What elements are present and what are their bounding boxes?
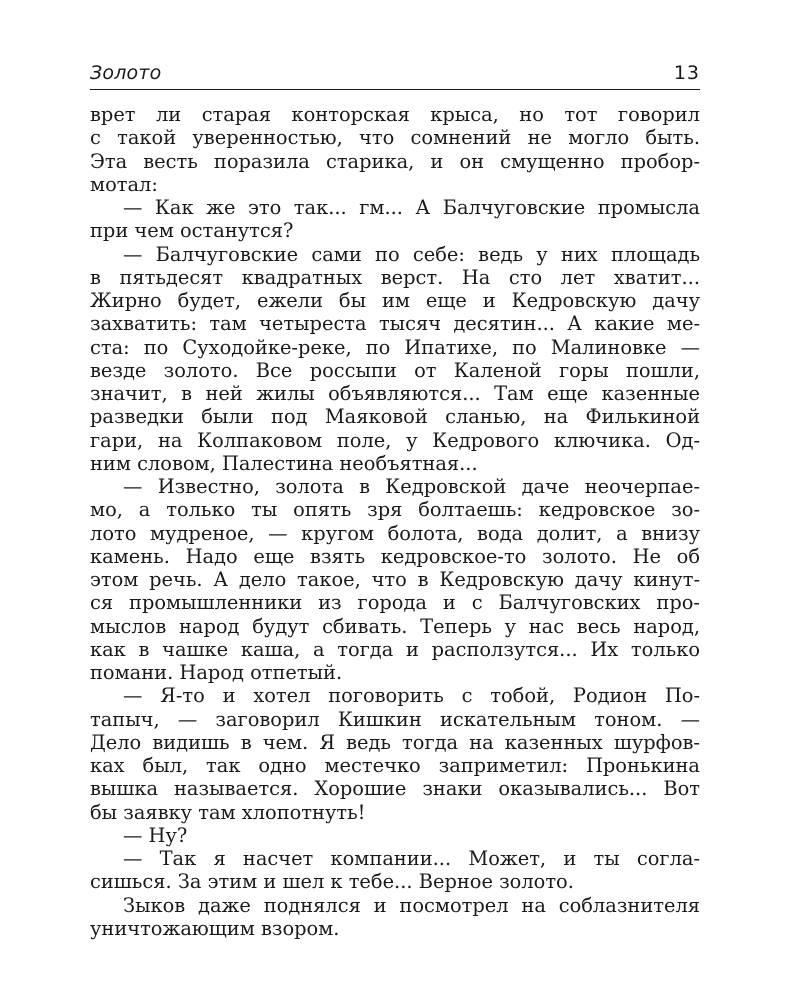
text-line: значит, в ней жилы объявляются... Там еще казенные xyxy=(90,382,700,405)
text-line: камень. Надо еще взять кедровское-то золото. Не об xyxy=(90,544,700,568)
body-text xyxy=(90,103,700,940)
text-line: мотал: xyxy=(90,172,158,196)
text-line: лото мудреное, — кругом болота, вода долит, а внизу xyxy=(90,521,700,545)
text-line: как в чашке каша, а тогда и расползутся... Их только xyxy=(90,637,700,661)
text-line: Эта весть поразила старика, и он смущенно пробор- xyxy=(90,149,700,173)
text-line: разведки были под Маяковой сланью, на Филькиной xyxy=(90,405,700,429)
text-line: ся промышленники из города и с Балчуговских про- xyxy=(90,591,700,615)
text-line: этом речь. А дело такое, что в Кедровскую дачу кинут- xyxy=(90,568,700,591)
text-line: — Ну? xyxy=(123,823,188,847)
text-line: Жирно будет, ежели бы им еще и Кедровскую дачу xyxy=(90,289,700,312)
text-line: — Я-то и хотел поговорить с тобой, Родион По- xyxy=(123,684,700,708)
text-line: ках был, так одно местечко заприметил: Пронькина xyxy=(90,754,700,777)
text-line: — Как же это так... гм... А Балчуговские промысла xyxy=(123,196,700,219)
text-line: ним словом, Палестина необъятная... xyxy=(90,451,478,475)
text-line: гари, на Колпаковом поле, у Кедрового ключика. Од- xyxy=(90,428,700,452)
header-rule xyxy=(90,89,700,90)
text-line: с такой уверенностью, что сомнений не могло быть. xyxy=(90,126,700,150)
text-line: Дело видишь в чем. Я ведь тогда на казенных шурфов- xyxy=(90,730,700,754)
text-line: тапыч, — заговорил Кишкин искательным тоном. — xyxy=(90,707,700,731)
text-line: ста: по Суходойке-реке, по Ипатихе, по Малиновке — xyxy=(90,335,700,359)
text-line: Зыков даже поднялся и посмотрел на соблазнителя xyxy=(123,893,700,917)
running-title: Золото xyxy=(90,62,162,84)
text-line: — Так я насчет компании... Может, и ты согла- xyxy=(123,847,700,870)
text-line: — Балчуговские сами по себе: ведь у них площадь xyxy=(123,242,700,266)
text-line: сишься. За этим и шел к тебе... Верное золото. xyxy=(90,870,574,894)
text-line: бы заявку там хлопотнуть! xyxy=(90,800,366,824)
running-header xyxy=(90,60,700,90)
text-line: везде золото. Все россыпи от Каленой горы пошли, xyxy=(90,358,700,382)
text-line: вышка называется. Хорошие знаки оказывались... Вот xyxy=(90,777,700,801)
text-line: при чем останутся? xyxy=(90,219,294,243)
page-number: 13 xyxy=(673,62,700,84)
text-line: захватить: там четыреста тысяч десятин... А какие ме- xyxy=(90,312,700,336)
text-line: — Известно, золота в Кедровской даче неочерпае- xyxy=(123,475,700,498)
text-line: помани. Народ отпетый. xyxy=(90,661,343,684)
text-line: врет ли старая конторская крыса, но тот говорил xyxy=(90,103,700,126)
text-line: мыслов народ будут сбивать. Теперь у нас весь народ, xyxy=(90,614,700,638)
text-line: мо, а только ты опять зря болтаешь: кедровское зо- xyxy=(90,498,700,522)
text-line: уничтожающим взором. xyxy=(90,916,340,940)
text-line: в пятьдесят квадратных верст. На сто лет хватит... xyxy=(90,265,700,289)
